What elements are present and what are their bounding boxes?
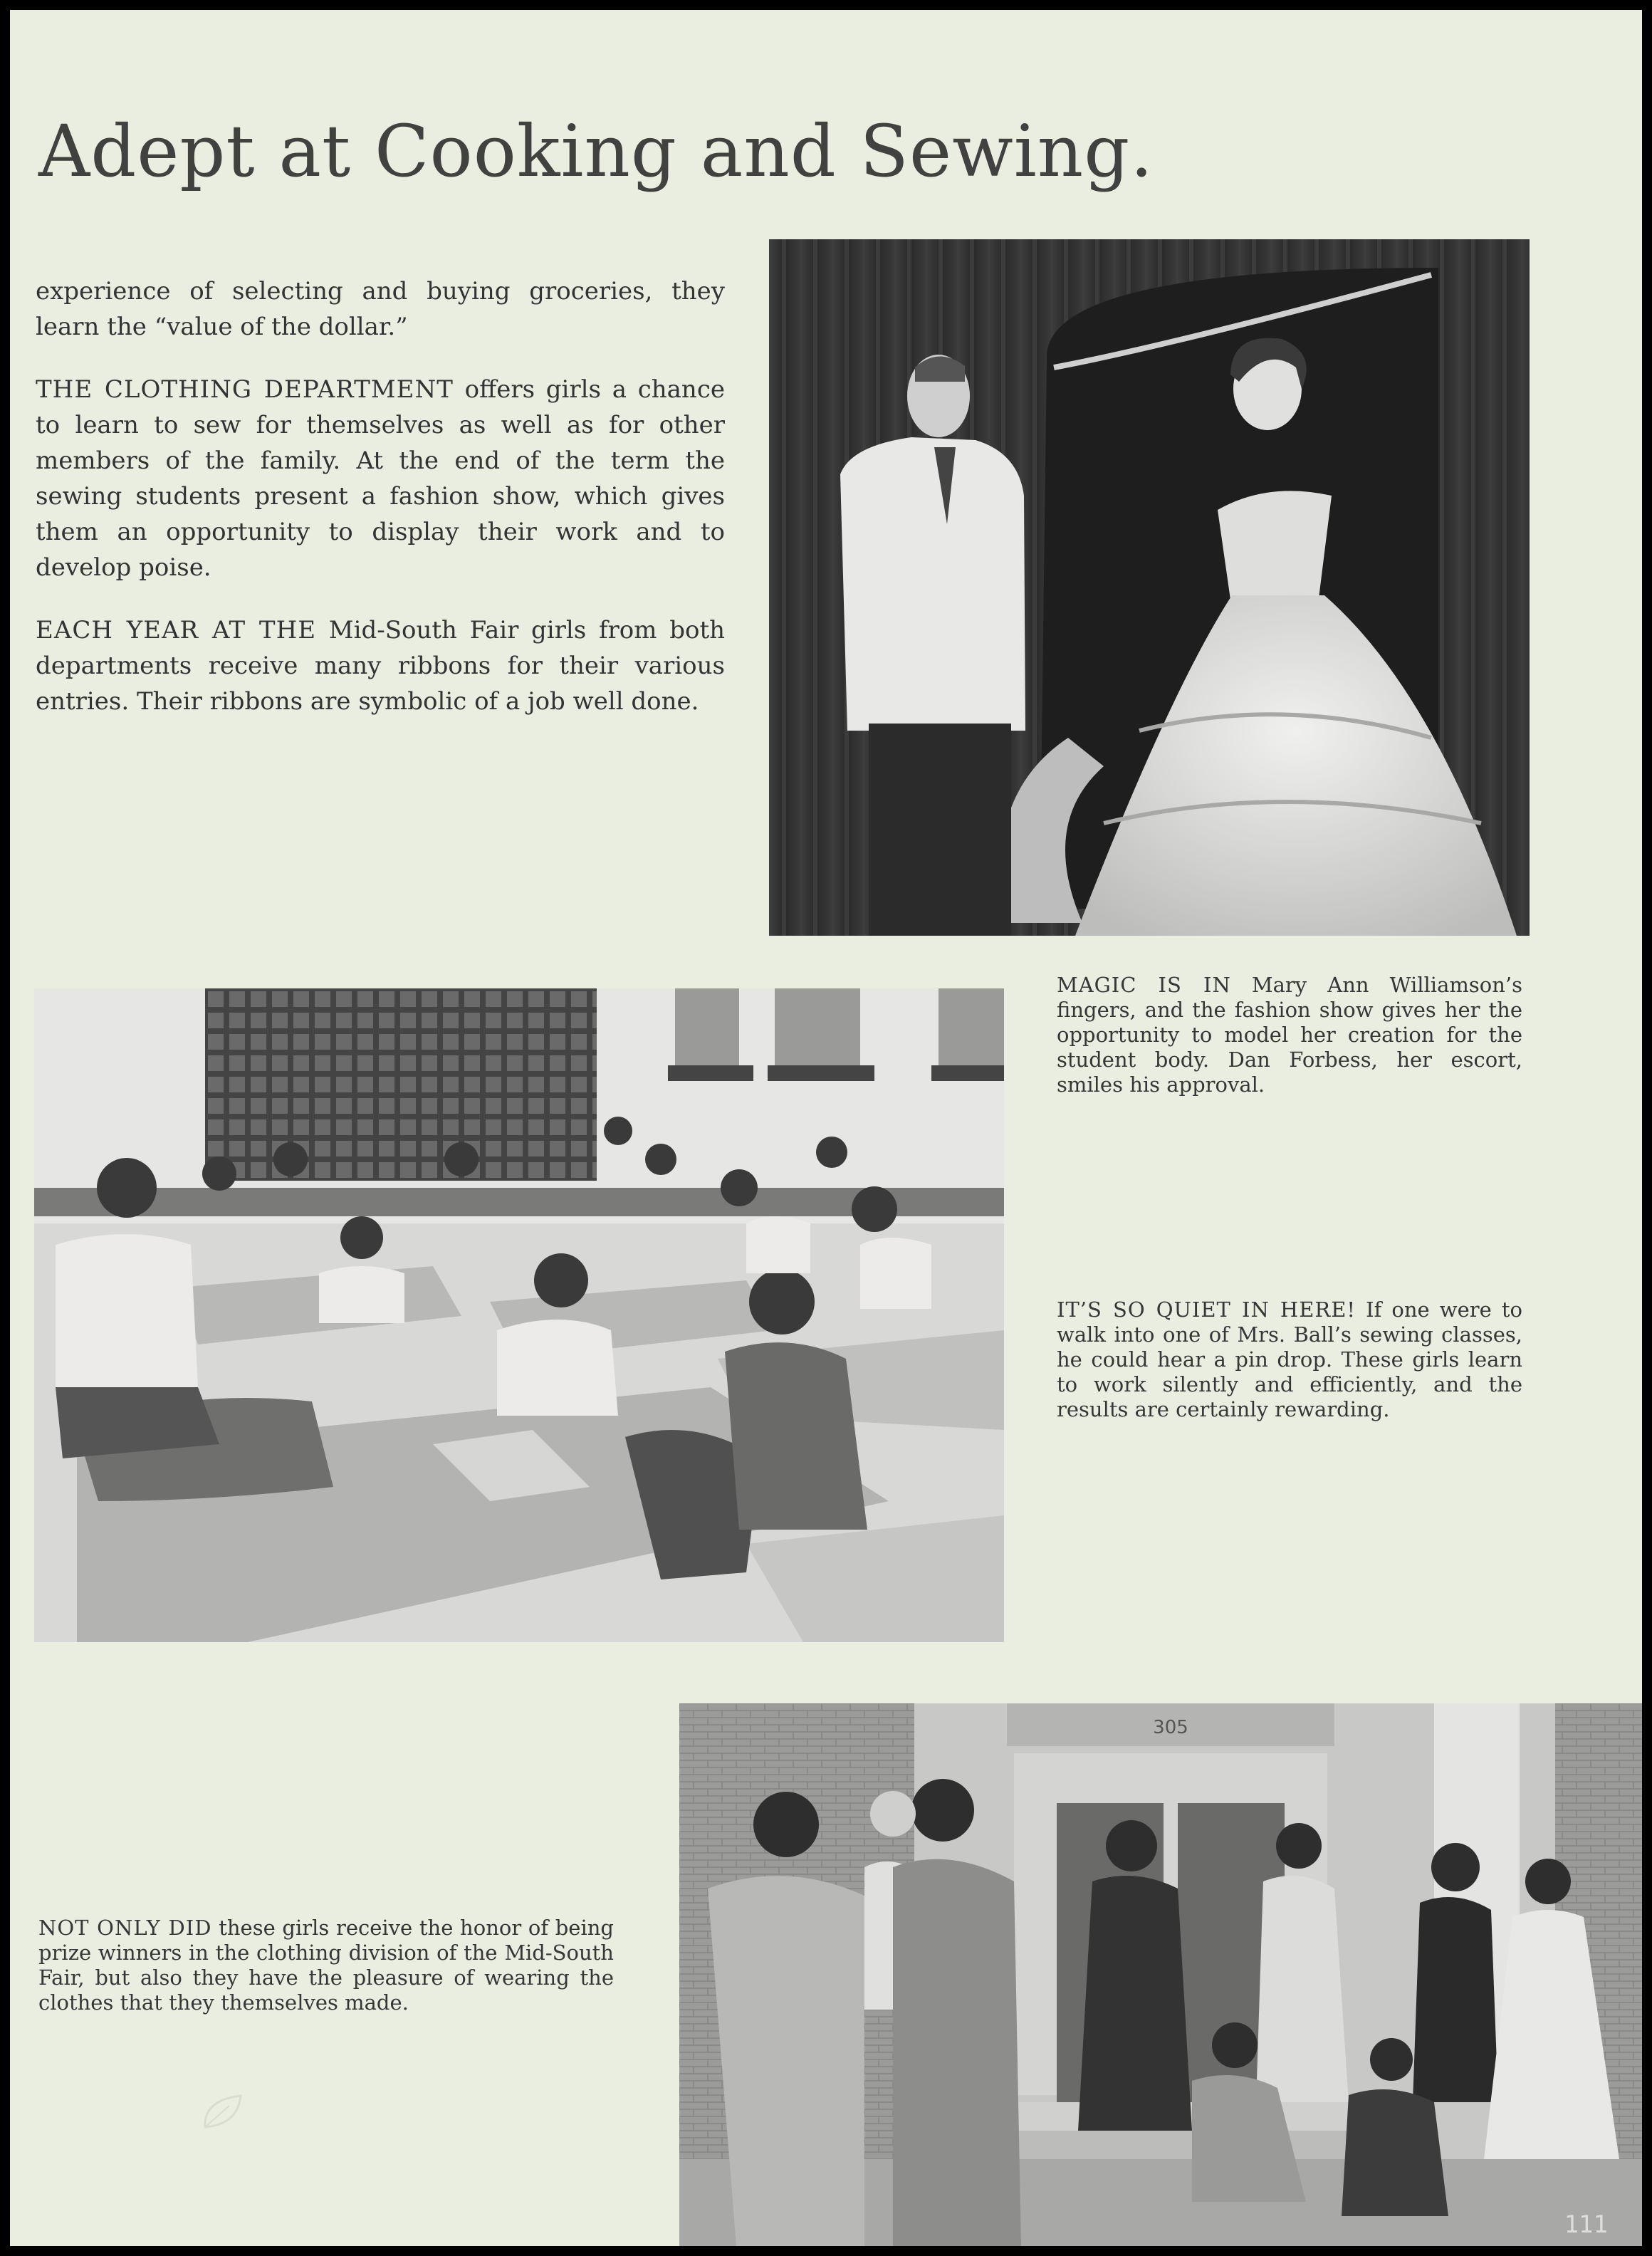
photo-prize-winners [679,1703,1642,2246]
caption-not-only: NOT ONLY DID these girls receive the honor of being prize winners in the clothing division of the Mid-South Fair, but also they have the pleasure of wearing the clothes that they themselves made. [38,1916,614,2015]
paragraph-groceries: experience of selecting and buying groceries, they learn the “value of the dollar.” [36,277,725,341]
caption-lead: MAGIC IS IN [1057,973,1231,997]
photo-fashion-show [769,239,1530,936]
caption-lead: NOT ONLY DID [38,1916,212,1940]
paragraph-lead: EACH YEAR AT THE [36,616,317,644]
building-number: 305 [1153,1717,1188,1738]
photo-sewing-class [34,988,1004,1642]
page-title: Adept at Cooking and Sewing. [38,110,1154,193]
paragraph-clothing: THE CLOTHING DEPARTMENT offers girls a chance to learn to sew for themselves as well as for other members of the family. At the end of the term the sewing students present a fashion show, which gives them an opportunity to display their work and to develop poise. [36,375,725,582]
caption-quiet: IT’S SO QUIET IN HERE! If one were to walk into one of Mrs. Ball’s sewing classes, he could hear a pin drop. These girls learn to work silently and efficiently, and the results are certainly rewarding. [1057,1297,1523,1421]
paragraph-fair: EACH YEAR AT THE Mid-South Fair girls from both departments receive many ribbons for their various entries. Their ribbons are symbolic of a job well done. [36,616,726,716]
paragraph-lead: THE CLOTHING DEPARTMENT [36,375,454,404]
caption-magic: MAGIC IS IN Mary Ann Williamson’s fingers, and the fashion show gives her the opportunity to model her creation for the student body. Dan Forbess, her escort, smiles his approval. [1057,973,1522,1097]
caption-lead: IT’S SO QUIET IN HERE! [1057,1297,1356,1322]
page-number: 111 [1564,2210,1608,2239]
leaf-watermark-icon [201,2093,244,2131]
yearbook-page [10,10,1642,2246]
body-text [36,273,725,746]
